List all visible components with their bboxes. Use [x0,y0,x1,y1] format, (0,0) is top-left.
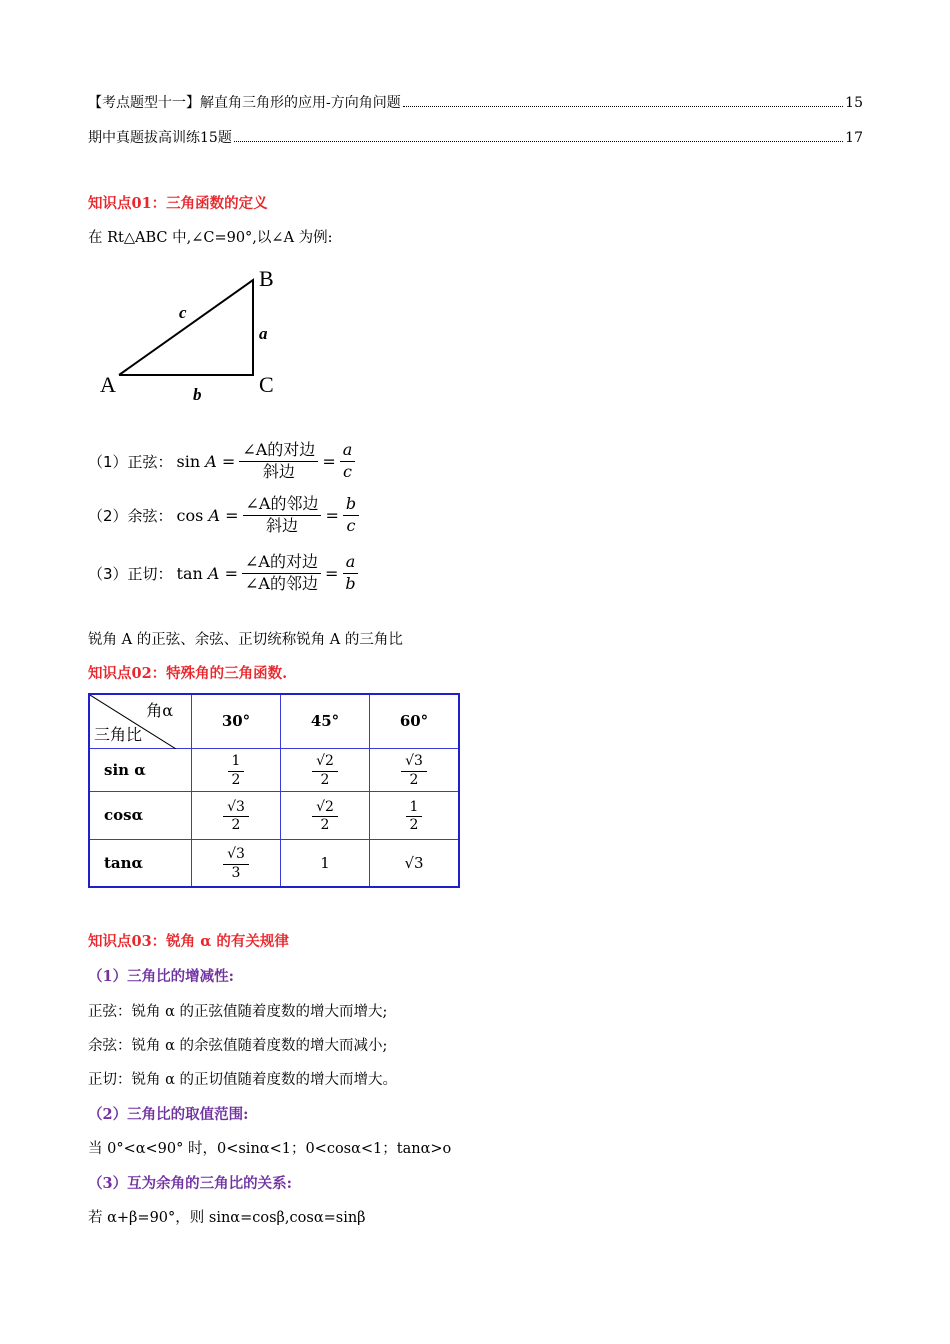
corner-bottom-label: 三角比 [94,724,143,744]
formula-func: tan [176,563,203,583]
toc-leader [234,141,843,142]
formula-ratio [343,493,359,535]
table-cell: 1 [281,839,370,887]
column-header: 30° [192,694,281,748]
ratio-denominator: b [345,573,356,593]
table-cell: $\frac{√3}{2}$ [370,748,460,791]
formula-func: sin [176,451,201,471]
table-cell: $\frac{√2}{2}$ [281,748,370,791]
table-cell: $\frac{1}{2}$ [370,791,460,839]
side-a: a [259,324,268,343]
formula-fraction [243,493,322,535]
right-triangle-diagram [95,262,295,407]
vertex-a: A [100,372,116,397]
table-cell: $\frac{√3}{3}$ [192,839,281,887]
table-cell: √3 [370,839,460,887]
formula-fraction [242,551,321,593]
formula-var: A [207,563,220,583]
side-c: c [179,303,187,322]
special-angles-table [88,693,460,888]
toc-title: 期中真题拔高训练15题 [88,130,232,146]
formula-func: cos [176,505,204,525]
table-cell: $\frac{√3}{2}$ [192,791,281,839]
subheading-complementary: （3）互为余角的三角比的关系: [88,1175,292,1192]
formula-fraction [239,439,318,481]
table-row [89,748,459,791]
column-header: 45° [281,694,370,748]
ratio-numerator: a [343,554,359,574]
subheading-monotonicity: （1）三角比的增减性: [88,968,234,985]
formula-ratio [340,439,356,481]
subheading-range: （2）三角比的取值范围: [88,1106,249,1123]
fraction-numerator: ∠A的邻边 [243,496,322,516]
table-corner-cell [89,694,192,748]
section1-summary: 锐角 A 的正弦、余弦、正切统称锐角 A 的三角比 [88,632,403,648]
vertex-c: C [259,372,274,397]
rule-tangent: 正切：锐角 α 的正切值随着度数的增大而增大。 [88,1072,398,1088]
fraction-numerator: ∠A的对边 [242,554,321,574]
toc-entry[interactable] [88,92,863,112]
toc-title: 【考点题型十一】解直角三角形的应用-方向角问题 [88,95,401,111]
toc-page: 17 [845,130,863,146]
side-b: b [193,385,202,404]
table-cell: $\frac{1}{2}$ [192,748,281,791]
ratio-numerator: a [340,442,356,462]
rule-cosine: 余弦：锐角 α 的余弦值随着度数的增大而减小; [88,1038,388,1054]
column-header: 60° [370,694,460,748]
fraction-numerator: ∠A的对边 [239,442,318,462]
section1-heading: 知识点01：三角函数的定义 [88,195,268,212]
fraction-denominator: 斜边 [262,461,295,481]
complementary-statement: 若 α+β=90°，则 sinα=cosβ,cosα=sinβ [88,1210,366,1226]
formula-label: （2）余弦： [88,506,173,525]
formula-label: （1）正弦： [88,452,173,471]
formula-var: A [208,505,221,525]
toc-page: 15 [845,95,863,111]
fraction-denominator: ∠A的邻边 [244,573,318,593]
formula-ratio [342,551,358,593]
section3-heading: 知识点03：锐角 α 的有关规律 [88,933,289,950]
section2-heading: 知识点02：特殊角的三角函数. [88,665,288,682]
table-header-row [89,694,459,748]
table-row [89,791,459,839]
row-header: cosα [89,791,192,839]
formula-label: （3）正切： [88,564,173,583]
triangle-outline [119,280,253,375]
rule-sine: 正弦：锐角 α 的正弦值随着度数的增大而增大; [88,1004,388,1020]
table-row [89,839,459,887]
ratio-numerator: b [343,496,359,516]
ratio-denominator: c [343,461,352,481]
section1-intro: 在 Rt△ABC 中,∠C=90°,以∠A 为例: [88,230,333,246]
row-header: sin α [89,748,192,791]
ratio-denominator: c [346,515,356,535]
corner-top-label: 角α [146,701,173,720]
range-statement: 当 0°<α<90° 时，0<sinα<1；0<cosα<1；tanα>o [88,1141,452,1157]
formula-tangent: （3）正切： tan A = $\frac{\text{∠A的对边}}{\text{∠A的邻边}}$ = $\frac{a}{b}$ [88,548,363,598]
fraction-denominator: 斜边 [265,515,298,535]
row-header: tanα [89,839,192,887]
vertex-b: B [259,266,274,291]
table-cell: $\frac{√2}{2}$ [281,791,370,839]
formula-cosine: （2）余弦： cos A = $\frac{\text{∠A的邻边}}{\text{斜边}}$ = $\frac{b}{c}$ [88,490,363,540]
formula-sine: （1）正弦： sin A = $\frac{\text{∠A的对边}}{\text{斜边}}$ = $\frac{a}{c}$ [88,436,359,486]
toc-entry[interactable] [88,127,863,147]
toc-leader [403,106,843,107]
formula-var: A [205,451,217,471]
